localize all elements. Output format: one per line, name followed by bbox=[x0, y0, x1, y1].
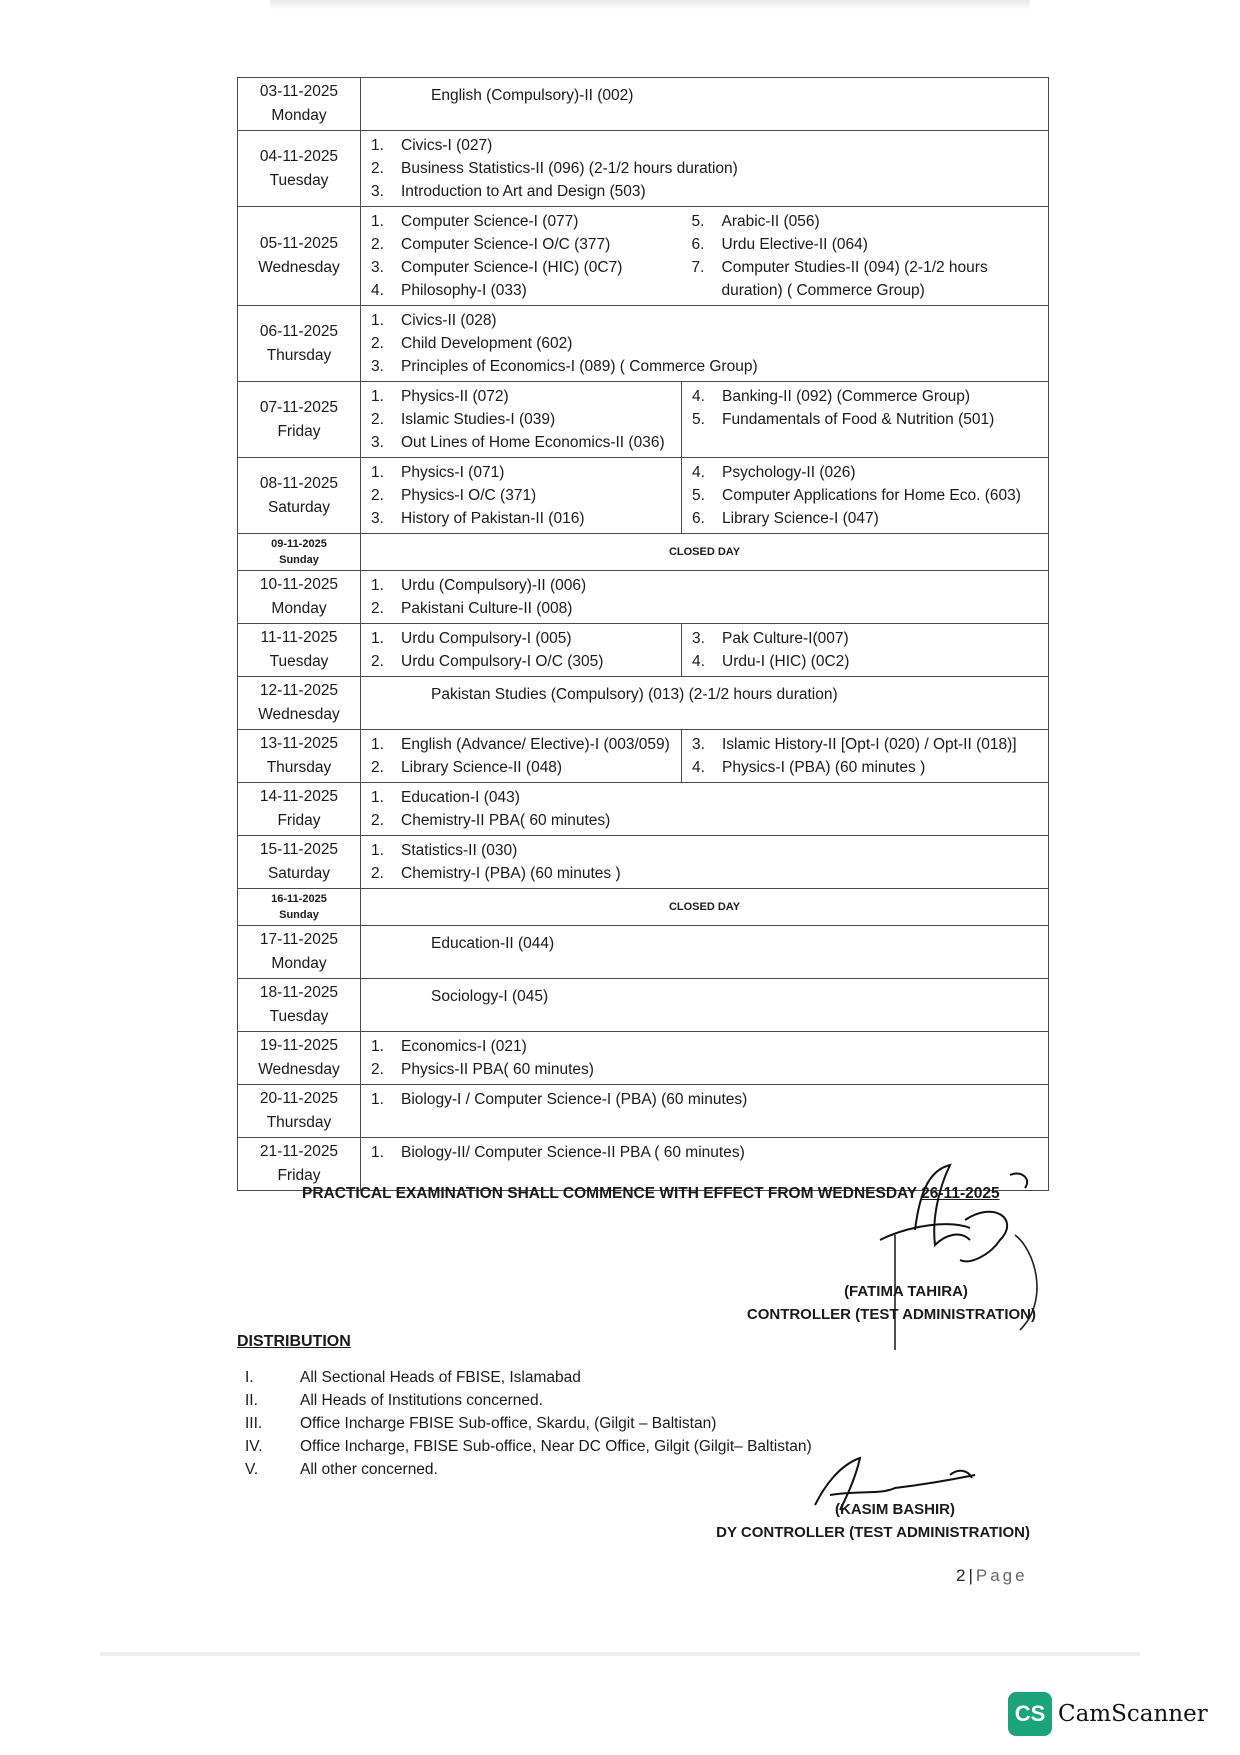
scan-edge-top bbox=[270, 0, 1030, 10]
subject-list bbox=[361, 783, 1048, 835]
list-item bbox=[371, 756, 677, 779]
item-number: 2. bbox=[371, 1061, 384, 1078]
distribution-text: All other concerned. bbox=[300, 1461, 438, 1478]
list-item bbox=[371, 1088, 1044, 1111]
subject-text: Economics-I (021) bbox=[401, 1038, 527, 1055]
item-number: 1. bbox=[371, 312, 384, 329]
exam-date: 20-11-2025 bbox=[259, 1090, 339, 1107]
subjects-cell bbox=[361, 131, 1049, 207]
dy-controller-name: (KASIM BASHIR) bbox=[835, 1501, 955, 1518]
date-cell bbox=[238, 131, 361, 207]
subject-list bbox=[682, 730, 1048, 782]
exam-day: Sunday bbox=[279, 554, 319, 566]
exam-day: Friday bbox=[277, 1167, 321, 1184]
list-item bbox=[371, 279, 678, 302]
controller-signature bbox=[820, 1130, 1060, 1360]
subject-text: History of Pakistan-II (016) bbox=[401, 510, 585, 527]
exam-date: 12-11-2025 bbox=[259, 682, 339, 699]
list-item bbox=[692, 233, 1045, 256]
item-number: 6. bbox=[691, 236, 705, 253]
schedule-row bbox=[238, 783, 1049, 836]
item-number: 2. bbox=[371, 411, 384, 428]
item-number: 4. bbox=[692, 388, 705, 405]
subject-text: Urdu Compulsory-I (005) bbox=[401, 630, 572, 647]
dy-controller-title: DY CONTROLLER (TEST ADMINISTRATION) bbox=[716, 1524, 1030, 1541]
exam-day: Saturday bbox=[267, 498, 331, 516]
schedule-row bbox=[238, 979, 1049, 1032]
subjects-cell bbox=[361, 1032, 1049, 1085]
schedule-row bbox=[238, 624, 1049, 677]
item-number: 1. bbox=[371, 736, 384, 753]
dy-controller-block bbox=[700, 1501, 1030, 1541]
subjects-right bbox=[682, 624, 1049, 677]
roman-numeral: V. bbox=[245, 1461, 259, 1478]
date-cell bbox=[238, 783, 361, 836]
controller-title: CONTROLLER (TEST ADMINISTRATION) bbox=[746, 1306, 1036, 1323]
list-item bbox=[371, 627, 677, 650]
item-number: 2. bbox=[371, 759, 384, 776]
exam-day: Saturday bbox=[267, 865, 331, 882]
list-item bbox=[371, 157, 1044, 180]
subjects-left bbox=[361, 207, 682, 306]
distribution-item bbox=[245, 1435, 812, 1458]
subject-list bbox=[361, 458, 681, 533]
exam-date: 11-11-2025 bbox=[260, 629, 338, 646]
date-cell bbox=[238, 926, 361, 979]
subjects-left bbox=[361, 624, 682, 677]
subject-text: Education-II (044) bbox=[361, 926, 1049, 979]
distribution-title: DISTRIBUTION bbox=[237, 1333, 351, 1350]
schedule-row bbox=[238, 458, 1049, 534]
subjects-cell bbox=[361, 783, 1049, 836]
item-number: 1. bbox=[371, 1144, 384, 1161]
distribution-text: Office Incharge, FBISE Sub-office, Near DC Office, Gilgit (Gilgit– Baltistan) bbox=[300, 1438, 812, 1455]
exam-day: Tuesday bbox=[269, 171, 329, 189]
item-number: 1. bbox=[371, 137, 384, 154]
list-item bbox=[371, 210, 678, 233]
exam-day: Friday bbox=[277, 812, 321, 829]
roman-numeral: III. bbox=[245, 1415, 263, 1432]
roman-numeral: IV. bbox=[245, 1438, 263, 1455]
distribution-item bbox=[245, 1458, 812, 1481]
list-item bbox=[371, 256, 678, 279]
schedule-row bbox=[238, 571, 1049, 624]
subjects-left bbox=[361, 730, 682, 783]
list-item bbox=[692, 256, 1045, 302]
exam-date: 05-11-2025 bbox=[259, 235, 339, 252]
list-item bbox=[371, 574, 1044, 597]
schedule-row bbox=[238, 677, 1049, 730]
item-number: 1. bbox=[371, 213, 384, 230]
list-item bbox=[371, 597, 1044, 620]
distribution-item bbox=[245, 1412, 812, 1435]
subject-list bbox=[682, 458, 1048, 533]
exam-day: Wednesday bbox=[258, 1061, 340, 1078]
date-cell bbox=[238, 836, 361, 889]
schedule-row bbox=[238, 926, 1049, 979]
list-item bbox=[371, 309, 1044, 332]
item-number: 5. bbox=[692, 411, 705, 428]
schedule-row bbox=[238, 534, 1049, 571]
schedule-row bbox=[238, 207, 1049, 306]
subject-text: Pak Culture-I(007) bbox=[722, 630, 849, 647]
list-item bbox=[371, 839, 1044, 862]
subject-text: Civics-I (027) bbox=[401, 137, 493, 154]
subjects-left bbox=[361, 458, 682, 534]
list-item bbox=[692, 507, 1044, 530]
subject-text: Chemistry-II PBA( 60 minutes) bbox=[401, 812, 611, 829]
controller-block bbox=[736, 1283, 1036, 1323]
subject-text: English (Advance/ Elective)-I (003/059) bbox=[401, 736, 670, 753]
subject-list bbox=[361, 624, 681, 676]
list-item bbox=[371, 385, 677, 408]
subject-text: Statistics-II (030) bbox=[401, 842, 518, 859]
subject-list bbox=[361, 207, 682, 305]
subject-list bbox=[682, 382, 1048, 434]
schedule-row bbox=[238, 131, 1049, 207]
subject-text: Urdu-I (HIC) (0C2) bbox=[722, 653, 850, 670]
subject-text: Computer Applications for Home Eco. (603) bbox=[722, 487, 1021, 504]
subject-list bbox=[361, 571, 1048, 623]
item-number: 7. bbox=[691, 259, 705, 276]
exam-day: Monday bbox=[271, 600, 327, 617]
subject-text: Child Development (602) bbox=[401, 335, 573, 352]
subject-text: Arabic-II (056) bbox=[721, 213, 820, 230]
subject-text: Chemistry-I (PBA) (60 minutes ) bbox=[401, 865, 621, 882]
subject-text: Urdu (Compulsory)-II (006) bbox=[401, 577, 587, 594]
subject-text: Urdu Elective-II (064) bbox=[721, 236, 868, 253]
item-number: 2. bbox=[371, 812, 384, 829]
exam-date: 07-11-2025 bbox=[259, 398, 339, 416]
list-item bbox=[371, 332, 1044, 355]
subject-list bbox=[682, 624, 1048, 676]
subject-text: Islamic History-II [Opt-I (020) / Opt-II (018)] bbox=[722, 736, 1017, 753]
subject-text: Islamic Studies-I (039) bbox=[401, 411, 556, 428]
subject-list bbox=[682, 207, 1049, 305]
subject-list bbox=[361, 730, 681, 782]
exam-day: Monday bbox=[271, 955, 327, 972]
schedule-row bbox=[238, 306, 1049, 382]
list-item bbox=[371, 862, 1044, 885]
exam-date: 03-11-2025 bbox=[259, 83, 339, 100]
exam-schedule-table bbox=[237, 77, 1049, 1191]
page-number: 2 | Page bbox=[956, 1566, 1028, 1585]
list-item bbox=[371, 650, 677, 673]
date-cell bbox=[238, 306, 361, 382]
scan-edge-bottom bbox=[100, 1652, 1140, 1656]
date-cell bbox=[238, 207, 361, 306]
date-cell bbox=[238, 889, 361, 926]
exam-date: 10-11-2025 bbox=[259, 576, 339, 593]
item-number: 3. bbox=[371, 510, 384, 527]
subject-list bbox=[361, 382, 681, 457]
item-number: 6. bbox=[692, 510, 705, 527]
subject-text: Psychology-II (026) bbox=[722, 464, 856, 481]
exam-day: Thursday bbox=[266, 346, 332, 364]
subject-text: Computer Science-I (HIC) (0C7) bbox=[401, 259, 623, 276]
exam-day: Thursday bbox=[266, 759, 332, 776]
exam-date: 13-11-2025 bbox=[259, 735, 339, 752]
subjects-cell bbox=[361, 571, 1049, 624]
list-item bbox=[371, 786, 1044, 809]
list-item bbox=[371, 431, 677, 454]
subject-text: Pakistani Culture-II (008) bbox=[401, 600, 573, 617]
list-item bbox=[371, 1035, 1044, 1058]
schedule-row bbox=[238, 382, 1049, 458]
list-item bbox=[371, 233, 678, 256]
distribution-text: All Sectional Heads of FBISE, Islamabad bbox=[300, 1369, 581, 1386]
list-item bbox=[371, 461, 677, 484]
closed-day-label: CLOSED DAY bbox=[361, 534, 1049, 571]
item-number: 3. bbox=[692, 630, 705, 647]
subject-text: Urdu Compulsory-I O/C (305) bbox=[401, 653, 604, 670]
subjects-left bbox=[361, 382, 682, 458]
subjects-cell bbox=[361, 836, 1049, 889]
subject-text: Library Science-II (048) bbox=[401, 759, 563, 776]
list-item bbox=[692, 650, 1044, 673]
list-item bbox=[692, 484, 1044, 507]
schedule-row bbox=[238, 730, 1049, 783]
subject-text: Principles of Economics-I (089) ( Commerce Group) bbox=[401, 358, 758, 375]
subject-list bbox=[361, 1032, 1048, 1084]
subjects-right bbox=[682, 382, 1049, 458]
subject-text: Civics-II (028) bbox=[401, 312, 497, 329]
subject-text: Computer Studies-II (094) (2-1/2 hours duration) ( Commerce Group) bbox=[721, 259, 988, 299]
item-number: 2. bbox=[371, 600, 384, 617]
exam-day: Tuesday bbox=[269, 1008, 329, 1025]
schedule-row bbox=[238, 1032, 1049, 1085]
closed-day-label: CLOSED DAY bbox=[361, 889, 1049, 926]
subject-text: Physics-I (071) bbox=[401, 464, 505, 481]
exam-date: 19-11-2025 bbox=[259, 1037, 339, 1054]
schedule-row bbox=[238, 836, 1049, 889]
exam-date: 08-11-2025 bbox=[259, 474, 339, 492]
exam-day: Thursday bbox=[266, 1114, 332, 1131]
list-item bbox=[371, 507, 677, 530]
item-number: 1. bbox=[371, 789, 384, 806]
date-cell bbox=[238, 382, 361, 458]
exam-day: Wednesday bbox=[258, 259, 340, 276]
subject-text: Sociology-I (045) bbox=[361, 979, 1049, 1032]
subject-text: English (Compulsory)-II (002) bbox=[361, 78, 1049, 131]
subject-text: Banking-II (092) (Commerce Group) bbox=[722, 388, 971, 405]
item-number: 1. bbox=[371, 1038, 384, 1055]
exam-day: Friday bbox=[277, 422, 321, 440]
subjects-cell bbox=[361, 306, 1049, 382]
subject-text: Fundamentals of Food & Nutrition (501) bbox=[722, 411, 995, 428]
date-cell bbox=[238, 624, 361, 677]
exam-date: 04-11-2025 bbox=[259, 147, 339, 165]
subject-text: Physics-II PBA( 60 minutes) bbox=[401, 1061, 594, 1078]
list-item bbox=[692, 461, 1044, 484]
list-item bbox=[371, 484, 677, 507]
item-number: 3. bbox=[371, 183, 384, 200]
subject-text: Philosophy-I (033) bbox=[401, 282, 527, 299]
camscanner-watermark bbox=[1008, 1692, 1208, 1736]
item-number: 4. bbox=[692, 759, 705, 776]
date-cell bbox=[238, 458, 361, 534]
subject-text: Physics-I (PBA) (60 minutes ) bbox=[722, 759, 926, 776]
subjects-right bbox=[682, 207, 1049, 306]
item-number: 1. bbox=[371, 630, 384, 647]
exam-day: Monday bbox=[271, 107, 327, 124]
exam-day: Sunday bbox=[279, 909, 319, 921]
subject-text: Biology-II/ Computer Science-II PBA ( 60 minutes) bbox=[401, 1144, 745, 1161]
list-item bbox=[371, 355, 1044, 378]
item-number: 1. bbox=[371, 577, 384, 594]
list-item bbox=[371, 1058, 1044, 1081]
exam-date: 17-11-2025 bbox=[259, 931, 339, 948]
distribution-list bbox=[245, 1366, 812, 1481]
date-cell bbox=[238, 1032, 361, 1085]
list-item bbox=[371, 733, 677, 756]
item-number: 5. bbox=[692, 487, 705, 504]
subject-list bbox=[361, 1085, 1048, 1114]
camscanner-logo-icon: CS bbox=[1008, 1692, 1052, 1736]
schedule-row bbox=[238, 889, 1049, 926]
item-number: 4. bbox=[692, 653, 705, 670]
subject-text: Business Statistics-II (096) (2-1/2 hours duration) bbox=[401, 160, 738, 177]
item-number: 5. bbox=[691, 213, 705, 230]
date-cell bbox=[238, 1138, 361, 1191]
subject-list bbox=[361, 306, 1048, 381]
exam-date: 21-11-2025 bbox=[259, 1143, 339, 1160]
schedule-row bbox=[238, 78, 1049, 131]
subject-text: Computer Science-I (077) bbox=[401, 213, 579, 230]
list-item bbox=[371, 809, 1044, 832]
exam-date: 18-11-2025 bbox=[259, 984, 339, 1001]
item-number: 2. bbox=[371, 160, 384, 177]
subject-text: Education-I (043) bbox=[401, 789, 520, 806]
item-number: 2. bbox=[371, 865, 384, 882]
date-cell bbox=[238, 677, 361, 730]
subject-text: Pakistan Studies (Compulsory) (013) (2-1/2 hours duration) bbox=[361, 677, 1049, 730]
distribution-text: All Heads of Institutions concerned. bbox=[300, 1392, 543, 1409]
date-cell bbox=[238, 730, 361, 783]
item-number: 2. bbox=[371, 335, 384, 352]
date-cell bbox=[238, 78, 361, 131]
list-item bbox=[371, 134, 1044, 157]
subject-text: Computer Science-I O/C (377) bbox=[401, 236, 611, 253]
exam-day: Tuesday bbox=[269, 653, 329, 670]
item-number: 3. bbox=[371, 358, 384, 375]
subject-text: Biology-I / Computer Science-I (PBA) (60 minutes) bbox=[401, 1091, 748, 1108]
exam-date: 06-11-2025 bbox=[259, 322, 339, 340]
roman-numeral: I. bbox=[245, 1369, 254, 1386]
date-cell bbox=[238, 534, 361, 571]
list-item bbox=[692, 210, 1045, 233]
list-item bbox=[371, 180, 1044, 203]
exam-date: 15-11-2025 bbox=[259, 841, 339, 858]
item-number: 1. bbox=[371, 1091, 384, 1108]
camscanner-text: CamScanner bbox=[1058, 1701, 1208, 1727]
exam-date: 14-11-2025 bbox=[259, 788, 339, 805]
exam-date: 16-11-2025 bbox=[271, 893, 327, 905]
item-number: 3. bbox=[371, 434, 384, 451]
exam-date: 09-11-2025 bbox=[271, 538, 327, 550]
date-cell bbox=[238, 1085, 361, 1138]
subject-text: Out Lines of Home Economics-II (036) bbox=[401, 434, 665, 451]
date-cell bbox=[238, 979, 361, 1032]
list-item bbox=[692, 733, 1044, 756]
item-number: 4. bbox=[692, 464, 705, 481]
list-item bbox=[692, 627, 1044, 650]
subject-list bbox=[361, 836, 1048, 888]
item-number: 4. bbox=[371, 282, 384, 299]
item-number: 3. bbox=[371, 259, 384, 276]
item-number: 2. bbox=[371, 236, 384, 253]
subjects-right bbox=[682, 730, 1049, 783]
practical-exam-notice: PRACTICAL EXAMINATION SHALL COMMENCE WITH EFFECT FROM WEDNESDAY 26-11-2025 bbox=[302, 1185, 1000, 1202]
distribution-text: Office Incharge FBISE Sub-office, Skardu, (Gilgit – Baltistan) bbox=[300, 1415, 717, 1432]
date-cell bbox=[238, 571, 361, 624]
subject-list bbox=[361, 131, 1048, 206]
subject-text: Physics-I O/C (371) bbox=[401, 487, 537, 504]
controller-name: (FATIMA TAHIRA) bbox=[844, 1283, 968, 1300]
subject-text: Library Science-I (047) bbox=[722, 510, 879, 527]
distribution-item bbox=[245, 1389, 812, 1412]
item-number: 3. bbox=[692, 736, 705, 753]
item-number: 1. bbox=[371, 842, 384, 859]
list-item bbox=[692, 756, 1044, 779]
roman-numeral: II. bbox=[245, 1392, 258, 1409]
list-item bbox=[692, 385, 1044, 408]
distribution-item bbox=[245, 1366, 812, 1389]
list-item bbox=[692, 408, 1044, 431]
subject-text: Introduction to Art and Design (503) bbox=[401, 183, 646, 200]
item-number: 2. bbox=[371, 653, 384, 670]
item-number: 1. bbox=[371, 388, 384, 405]
list-item bbox=[371, 408, 677, 431]
subject-text: Physics-II (072) bbox=[401, 388, 509, 405]
item-number: 2. bbox=[371, 487, 384, 504]
subjects-right bbox=[682, 458, 1049, 534]
exam-day: Wednesday bbox=[258, 706, 340, 723]
item-number: 1. bbox=[371, 464, 384, 481]
